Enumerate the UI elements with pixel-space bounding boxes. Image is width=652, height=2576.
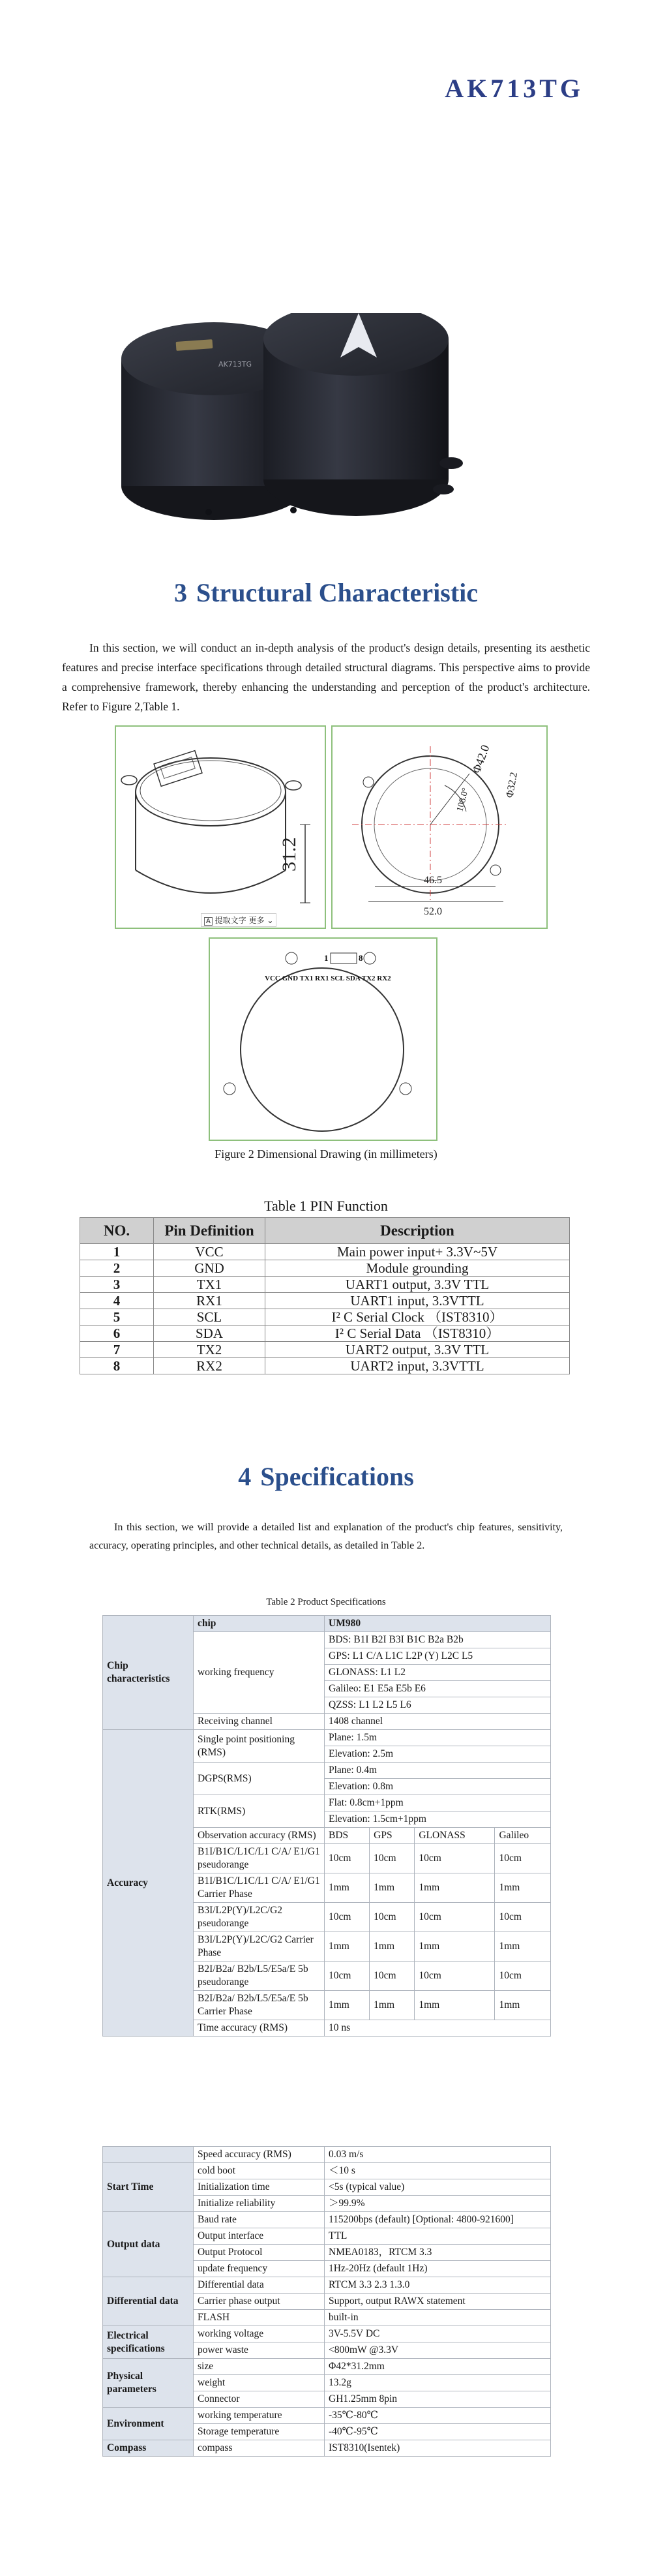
outer-diameter-label: Φ42.0	[469, 743, 492, 775]
pin-cell-no: 8	[80, 1358, 154, 1374]
spec-table-part-1	[102, 1615, 551, 2037]
obs-cell: 1mm	[495, 1991, 551, 2020]
section-3-intro: In this section, we will conduct an in-depth analysis of the product's design details, presenting its aesthetic features and precise interface specifications through detailed structural diagrams. This perspective aims to provide a comprehensive framework, thereby enhancing the understanding and perception of the product's architecture. Refer to Figure 2,Table 1.	[62, 641, 590, 713]
obs-cell: 10cm	[325, 1903, 370, 1932]
init-time-label: Initialization time	[194, 2179, 325, 2196]
table-row	[80, 1277, 570, 1293]
rtk-elevation: Elevation: 1.5cm+1ppm	[325, 1811, 551, 1828]
flash-value: built-in	[325, 2310, 551, 2326]
output-protocol-label: Output Protocol	[194, 2245, 325, 2261]
figure-2-caption: Figure 2 Dimensional Drawing (in millimeters)	[215, 1147, 437, 1160]
pin-cell-pin: SCL	[154, 1309, 265, 1326]
pin-cell-no: 3	[80, 1277, 154, 1293]
angle-label: 108.0°	[455, 787, 471, 813]
obs-cell: 10cm	[325, 1962, 370, 1991]
pin-cell-desc: I² C Serial Data （IST8310）	[265, 1326, 570, 1342]
obs-cell: 1mm	[415, 1932, 495, 1962]
blank-cell	[103, 2147, 194, 2163]
pin-cell-no: 4	[80, 1293, 154, 1309]
pin-8-label: 8	[359, 953, 363, 963]
rtk-flat: Flat: 0.8cm+1ppm	[325, 1795, 551, 1811]
pin-1-label: 1	[324, 953, 329, 963]
working-temperature-label: working temperature	[194, 2408, 325, 2424]
obs-cell: 10cm	[495, 1844, 551, 1873]
compass-label: compass	[194, 2440, 325, 2457]
obs-row-label: B2I/B2a/ B2b/L5/E5a/E 5b Carrier Phase	[194, 1991, 325, 2020]
obs-cell: 1mm	[325, 1873, 370, 1903]
obs-cell: 10cm	[370, 1844, 415, 1873]
pin-cell-desc: I² C Serial Clock （IST8310）	[265, 1309, 570, 1326]
obs-cell: 10cm	[370, 1962, 415, 1991]
pin-cell-desc: Main power input+ 3.3V~5V	[265, 1244, 570, 1260]
obs-cell: 1mm	[370, 1991, 415, 2020]
output-protocol-value: NMEA0183，RTCM 3.3	[325, 2245, 551, 2261]
obs-cell: 10cm	[415, 1903, 495, 1932]
table-row	[80, 1342, 570, 1358]
table-1-caption: Table 1 PIN Function	[264, 1198, 388, 1214]
rtk-label: RTK(RMS)	[194, 1795, 325, 1828]
flash-label: FLASH	[194, 2310, 325, 2326]
section-4-intro: In this section, we will provide a detailed list and explanation of the product's chip features, sensitivity, accuracy, operating principles, and other technical details, as detailed in Table 2.	[89, 1522, 563, 1551]
obs-cell: 1mm	[495, 1932, 551, 1962]
freq-qzss: QZSS: L1 L2 L5 L6	[325, 1697, 551, 1714]
update-frequency-label: update frequency	[194, 2261, 325, 2277]
single-point-plane: Plane: 1.5m	[325, 1730, 551, 1746]
product-photo	[98, 313, 463, 528]
storage-temperature-label: Storage temperature	[194, 2424, 325, 2440]
differential-data-value: RTCM 3.3 2.3 1.3.0	[325, 2277, 551, 2294]
freq-bds: BDS: B1I B2I B3I B1C B2a B2b	[325, 1632, 551, 1648]
working-frequency-label: working frequency	[194, 1632, 325, 1714]
obs-col-glonass: GLONASS	[415, 1828, 495, 1844]
section-3-heading: 3 Structural Characteristic	[173, 578, 479, 607]
category-chip: Chip characteristics	[103, 1616, 194, 1730]
category-start-time: Start Time	[103, 2163, 194, 2212]
pin-cell-desc: UART2 output, 3.3V TTL	[265, 1342, 570, 1358]
power-waste-value: <800mW @3.3V	[325, 2342, 551, 2359]
receiving-channel-label: Receiving channel	[194, 1714, 325, 1730]
table-row	[80, 1244, 570, 1260]
init-reliability-label: Initialize reliability	[194, 2196, 325, 2212]
init-reliability-value: ＞99.9%	[325, 2196, 551, 2212]
dgps-elevation: Elevation: 0.8m	[325, 1779, 551, 1795]
obs-cell: 10cm	[370, 1903, 415, 1932]
category-environment: Environment	[103, 2408, 194, 2440]
init-time-value: <5s (typical value)	[325, 2179, 551, 2196]
obs-cell: 10cm	[415, 1844, 495, 1873]
speed-accuracy-value: 0.03 m/s	[325, 2147, 551, 2163]
obs-row-label: B1I/B1C/L1C/L1 C/A/ E1/G1 pseudorange	[194, 1844, 325, 1873]
product-model-title: AK713TG	[445, 74, 584, 103]
time-accuracy-value: 10 ns	[325, 2020, 551, 2037]
pin-cell-pin: VCC	[154, 1244, 265, 1260]
storage-temperature-value: -40℃-95℃	[325, 2424, 551, 2440]
obs-row-label: B1I/B1C/L1C/L1 C/A/ E1/G1 Carrier Phase	[194, 1873, 325, 1903]
pin-cell-desc: UART1 input, 3.3VTTL	[265, 1293, 570, 1309]
obs-row-label: B3I/L2P(Y)/L2C/G2 pseudorange	[194, 1903, 325, 1932]
output-interface-label: Output interface	[194, 2228, 325, 2245]
chip-label: chip	[194, 1616, 325, 1632]
more-button[interactable]: 更多	[248, 916, 265, 925]
baud-rate-value: 115200bps (default) [Optional: 4800-921600]	[325, 2212, 551, 2228]
column-header-pin-definition: Pin Definition	[154, 1218, 265, 1244]
category-differential-data: Differential data	[103, 2277, 194, 2326]
time-accuracy-label: Time accuracy (RMS)	[194, 2020, 325, 2037]
table-row	[80, 1326, 570, 1342]
dgps-plane: Plane: 0.4m	[325, 1763, 551, 1779]
table-row	[80, 1293, 570, 1309]
single-point-elevation: Elevation: 2.5m	[325, 1746, 551, 1763]
observation-accuracy-label: Observation accuracy (RMS)	[194, 1828, 325, 1844]
table-row	[80, 1260, 570, 1277]
pin-cell-desc: Module grounding	[265, 1260, 570, 1277]
table-row	[80, 1309, 570, 1326]
pin-cell-pin: GND	[154, 1260, 265, 1277]
obs-cell: 1mm	[370, 1932, 415, 1962]
working-temperature-value: -35℃-80℃	[325, 2408, 551, 2424]
working-voltage-label: working voltage	[194, 2326, 325, 2342]
obs-row-label: B2I/B2a/ B2b/L5/E5a/E 5b pseudorange	[194, 1962, 325, 1991]
pin-cell-pin: TX2	[154, 1342, 265, 1358]
category-accuracy: Accuracy	[103, 1730, 194, 2037]
pin-cell-no: 7	[80, 1342, 154, 1358]
category-output-data: Output data	[103, 2212, 194, 2277]
obs-cell: 1mm	[495, 1873, 551, 1903]
category-electrical: Electrical specifications	[103, 2326, 194, 2359]
cold-boot-value: ＜10 s	[325, 2163, 551, 2179]
differential-data-label: Differential data	[194, 2277, 325, 2294]
height-dimension-label: 31.2	[278, 837, 300, 871]
power-waste-label: power waste	[194, 2342, 325, 2359]
baud-rate-label: Baud rate	[194, 2212, 325, 2228]
pin-cell-pin: TX1	[154, 1277, 265, 1293]
chevron-down-icon[interactable]: ⌄	[267, 916, 274, 925]
freq-gps: GPS: L1 C/A L1C L2P (Y) L2C L5	[325, 1648, 551, 1665]
speed-accuracy-label: Speed accuracy (RMS)	[194, 2147, 325, 2163]
single-point-label: Single point positioning (RMS)	[194, 1730, 325, 1763]
connector-view-drawing	[209, 937, 437, 1141]
obs-cell: 1mm	[325, 1991, 370, 2020]
carrier-output-label: Carrier phase output	[194, 2294, 325, 2310]
column-header-no: NO.	[80, 1218, 154, 1244]
width-label-2: 52.0	[424, 906, 442, 917]
pin-cell-no: 5	[80, 1309, 154, 1326]
connector-label: Connector	[194, 2391, 325, 2408]
pin-cell-desc: UART2 input, 3.3VTTL	[265, 1358, 570, 1374]
chip-value: UM980	[325, 1616, 551, 1632]
obs-cell: 10cm	[415, 1962, 495, 1991]
obs-cell: 10cm	[495, 1903, 551, 1932]
extract-text-button[interactable]: 提取文字	[215, 916, 246, 925]
weight-label: weight	[194, 2375, 325, 2391]
pin-cell-pin: SDA	[154, 1326, 265, 1342]
freq-glonass: GLONASS: L1 L2	[325, 1665, 551, 1681]
output-interface-value: TTL	[325, 2228, 551, 2245]
pin-cell-no: 6	[80, 1326, 154, 1342]
image-toolbar[interactable]	[201, 913, 276, 927]
side-view-drawing	[115, 725, 326, 929]
pin-cell-no: 2	[80, 1260, 154, 1277]
spec-table-part-2	[102, 2146, 551, 2457]
section-4-heading: 4 Specifications	[238, 1462, 414, 1491]
pin-cell-pin: RX2	[154, 1358, 265, 1374]
size-label: size	[194, 2359, 325, 2375]
obs-cell: 1mm	[415, 1991, 495, 2020]
pin-cell-pin: RX1	[154, 1293, 265, 1309]
connector-value: GH1.25mm 8pin	[325, 2391, 551, 2408]
pin-cell-desc: UART1 output, 3.3V TTL	[265, 1277, 570, 1293]
freq-galileo: Galileo: E1 E5a E5b E6	[325, 1681, 551, 1697]
obs-col-galileo: Galileo	[495, 1828, 551, 1844]
working-voltage-value: 3V-5.5V DC	[325, 2326, 551, 2342]
pin-function-table	[80, 1217, 570, 1374]
column-header-description: Description	[265, 1218, 570, 1244]
cold-boot-label: cold boot	[194, 2163, 325, 2179]
inner-diameter-label: Φ32.2	[504, 771, 520, 799]
obs-row-label: B3I/L2P(Y)/L2C/G2 Carrier Phase	[194, 1932, 325, 1962]
obs-cell: 10cm	[495, 1962, 551, 1991]
size-value: Φ42*31.2mm	[325, 2359, 551, 2375]
obs-cell: 1mm	[325, 1932, 370, 1962]
table-2-caption: Table 2 Product Specifications	[266, 1597, 386, 1607]
extract-text-icon[interactable]: A	[204, 917, 213, 926]
pin-cell-no: 1	[80, 1244, 154, 1260]
obs-col-bds: BDS	[325, 1828, 370, 1844]
obs-cell: 1mm	[415, 1873, 495, 1903]
width-label-1: 46.5	[424, 875, 442, 886]
weight-value: 13.2g	[325, 2375, 551, 2391]
obs-cell: 1mm	[370, 1873, 415, 1903]
compass-value: IST8310(Isentek)	[325, 2440, 551, 2457]
obs-cell: 10cm	[325, 1844, 370, 1873]
svg-text:AK713TG: AK713TG	[218, 360, 252, 369]
pin-list-label: VCC GND TX1 RX1 SCL SDA TX2 RX2	[265, 975, 391, 982]
category-physical: Physical parameters	[103, 2359, 194, 2408]
dgps-label: DGPS(RMS)	[194, 1763, 325, 1795]
table-row	[80, 1358, 570, 1374]
top-view-drawing	[331, 725, 548, 929]
receiving-channel-value: 1408 channel	[325, 1714, 551, 1730]
category-compass: Compass	[103, 2440, 194, 2457]
update-frequency-value: 1Hz-20Hz (default 1Hz)	[325, 2261, 551, 2277]
obs-col-gps: GPS	[370, 1828, 415, 1844]
carrier-output-value: Support, output RAWX statement	[325, 2294, 551, 2310]
